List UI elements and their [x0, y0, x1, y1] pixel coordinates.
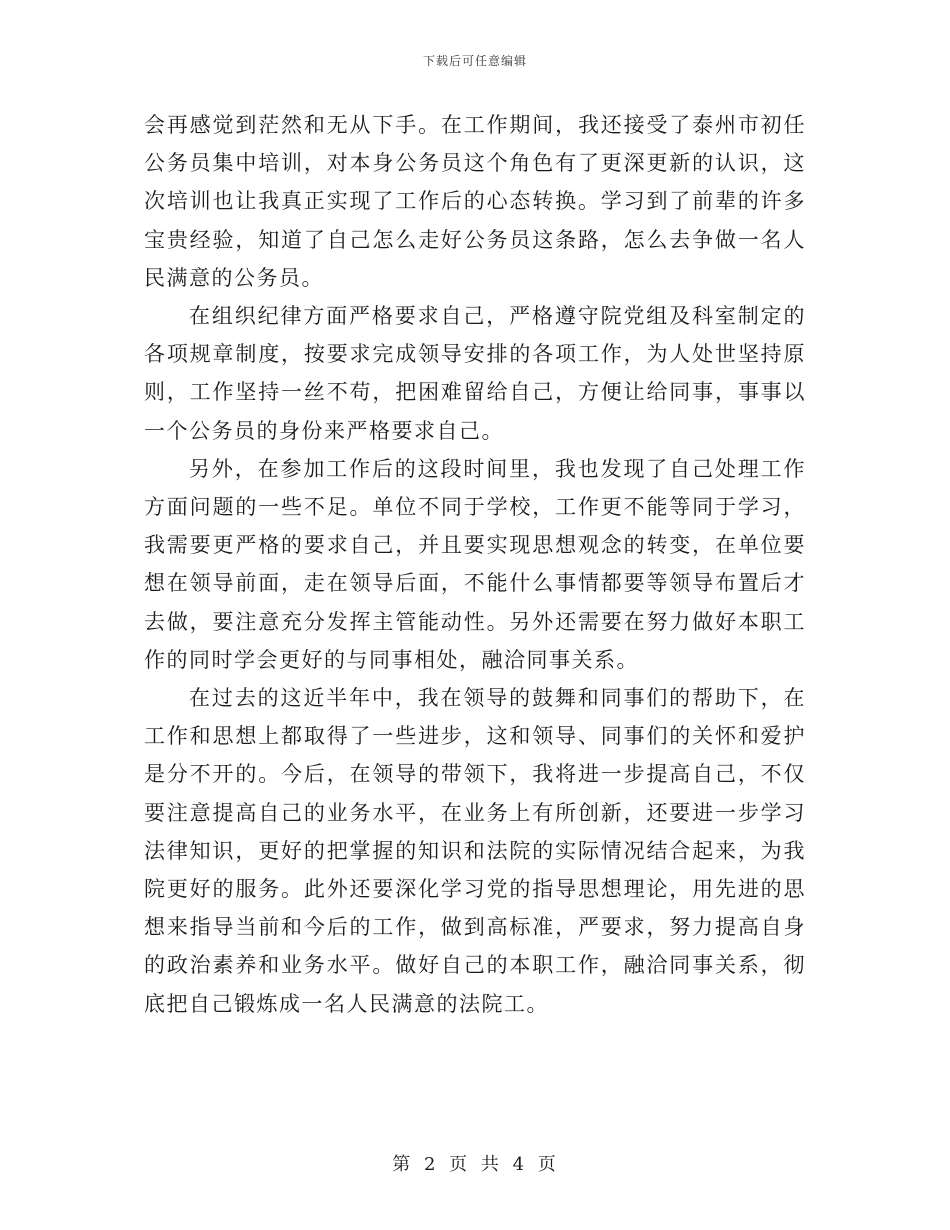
document-body: [144, 106, 806, 1023]
page-header: 下载后可任意编辑: [422, 54, 527, 68]
paragraph-discipline: 在组织纪律方面严格要求自己，严格遵守院党组及科室制定的各项规章制度，按要求完成领导安排的各项工作，为人处世坚持原则，工作坚持一丝不苟，把困难留给自己，方便让给同事，事事以一个公务员的身份来严格要求自己。: [144, 304, 806, 443]
paragraph-shortcomings: 另外，在参加工作后的这段时间里，我也发现了自己处理工作方面问题的一些不足。单位不同于学校，工作更不能等同于学习，我需要更严格的要求自己，并且要实现思想观念的转变，在单位要想在领导前面，走在领导后面，不能什么事情都要等领导布置后才去做，要注意充分发挥主管能动性。另外还需要在努力做好本职工作的同时学会更好的与同事相处，融洽同事关系。: [144, 456, 806, 672]
paragraph-conclusion: 在过去的这近半年中，我在领导的鼓舞和同事们的帮助下，在工作和思想上都取得了一些进步，这和领导、同事们的关怀和爱护是分不开的。今后，在领导的带领下，我将进一步提高自己，不仅要注意提高自己的业务水平，在业务上有所创新，还要进一步学习法律知识，更好的把掌握的知识和法院的实际情况结合起来，为我院更好的服务。此外还要深化学习党的指导思想理论，用先进的思想来指导当前和今后的工作，做到高标准，严要求，努力提高自身的政治素养和业务水平。做好自己的本职工作，融洽同事关系，彻底把自己锻炼成一名人民满意的法院工。: [144, 686, 806, 1016]
page-footer: 第 2 页 共 4 页: [392, 1154, 558, 1175]
paragraph-continuation: 会再感觉到茫然和无从下手。在工作期间，我还接受了泰州市初任公务员集中培训，对本身公务员这个角色有了更深更新的认识，这次培训也让我真正实现了工作后的心态转换。学习到了前辈的许多宝贵经验，知道了自己怎么走好公务员这条路，怎么去争做一名人民满意的公务员。: [144, 113, 806, 290]
